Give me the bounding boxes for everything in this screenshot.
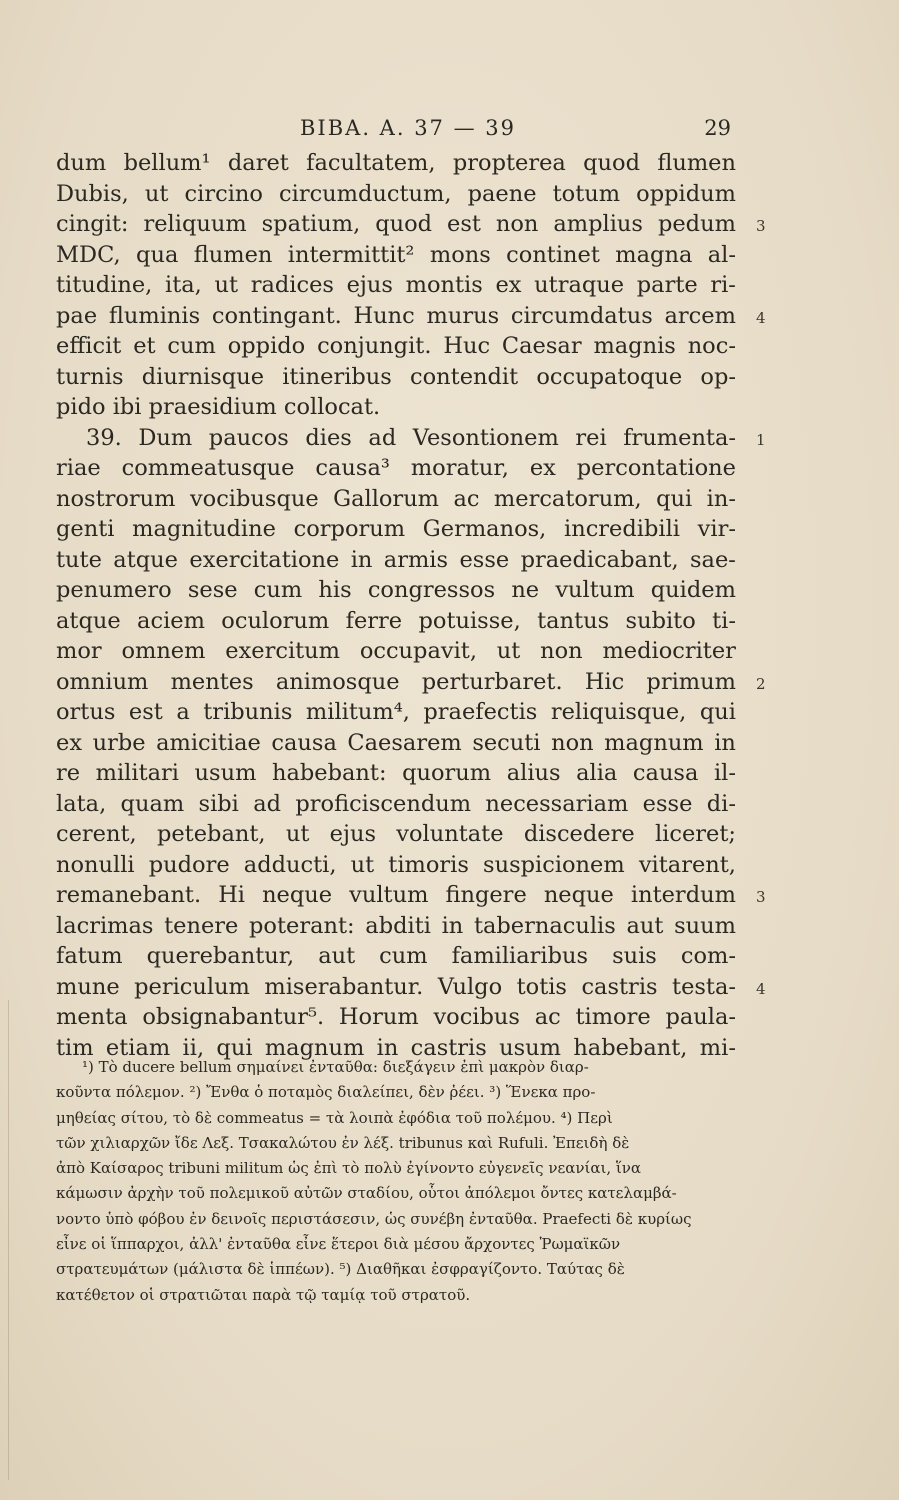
text-line (56, 392, 736, 423)
margin-section-number: 1 (756, 430, 766, 449)
footnote-line: κάμωσιν ἀρχὴν τοῦ πολεμικοῦ αὐτῶν σταδίου, οὗτοι ἀπόλεμοι ὄντες κατελαμβά- (56, 1184, 677, 1203)
text-line-content: lacrimas tenere poterant: abditi in tabernaculis aut suum (56, 912, 736, 939)
text-line (56, 514, 736, 545)
text-line-content: atque aciem oculorum ferre potuisse, tantus subito ti- (56, 607, 736, 634)
text-line (56, 453, 736, 484)
text-line-content: tim etiam ii, qui magnum in castris usum habebant, mi- (56, 1034, 736, 1061)
text-line (56, 911, 736, 942)
margin-section-number: 4 (756, 308, 766, 327)
text-line-content: cerent, petebant, ut ejus voluntate discedere liceret; (56, 821, 736, 847)
text-line (56, 728, 736, 759)
text-line (56, 850, 736, 881)
text-line-content: Dubis, ut circino circumductum, paene totum oppidum (56, 180, 736, 207)
footnote-line: κοῦντα πόλεμον. ²) Ἔνθα ὁ ποταμὸς διαλείπει, δὲν ῥέει. ³) Ἕνεκα προ- (56, 1083, 596, 1102)
text-line (56, 545, 736, 576)
text-line-content: 39. Dum paucos dies ad Vesontionem rei frumenta- (86, 424, 736, 451)
text-line-content: pae fluminis contingant. Hunc murus circumdatus arcem (56, 302, 736, 329)
text-line-content: lata, quam sibi ad proficiscendum necessariam esse di- (56, 790, 736, 817)
text-line-content: MDC, qua flumen intermittit² mons continet magna al- (56, 241, 736, 268)
footnote-line: μηθείας σίτου, τὸ δὲ commeatus = τὰ λοιπὰ ἐφόδια τοῦ πολέμου. ⁴) Περὶ (56, 1108, 613, 1127)
page-header (0, 112, 899, 142)
text-line-content: riae commeatusque causa³ moratur, ex percontatione (56, 455, 736, 481)
text-line (56, 270, 736, 301)
text-line (56, 423, 766, 454)
text-line (56, 240, 736, 271)
text-line-content: pido ibi praesidium collocat. (56, 394, 381, 420)
text-line (56, 484, 736, 515)
footnote-line: ἀπὸ Καίσαρος tribuni militum ὡς ἐπὶ τὸ πολὺ ἐγίνοντο εὐγενεῖς νεανίαι, ἵνα (56, 1159, 642, 1178)
text-line-content: penumero sese cum his congressos ne vultum quidem (56, 577, 736, 603)
text-line (56, 575, 736, 606)
text-line (56, 819, 736, 850)
footnote-line: ¹) Τὸ ducere bellum σημαίνει ἐνταῦθα: διεξάγειν ἐπὶ μακρὸν διαρ- (82, 1058, 589, 1076)
text-line (56, 1002, 736, 1033)
margin-section-number: 3 (756, 217, 766, 235)
margin-section-number: 4 (756, 979, 766, 998)
text-line (56, 667, 766, 698)
main-text (56, 148, 766, 1063)
text-line (56, 880, 766, 911)
text-line (56, 362, 736, 393)
page-edge-shadow (8, 1000, 9, 1480)
text-line-content: nostrorum vocibusque Gallorum ac mercatorum, qui in- (56, 485, 736, 512)
footnote-line: στρατευμάτων (μάλιστα δὲ ἱππέων). ⁵) Διαθῆκαι ἐσφραγίζοντο. Ταύτας δὲ (56, 1260, 625, 1279)
text-line-content: remanebant. Hi neque vultum fingere neque interdum (56, 882, 736, 908)
text-line-content: tute atque exercitatione in armis esse praedicabant, sae- (56, 546, 736, 573)
text-line (56, 636, 736, 667)
text-line (56, 789, 736, 820)
text-line (56, 331, 736, 362)
footnote-line: εἶνε οἱ ἵππαρχοι, ἀλλ' ἐνταῦθα εἶνε ἕτεροι διὰ μέσου ἄρχοντες Ῥωμαϊκῶν (56, 1235, 621, 1254)
text-line-content: efficit et cum oppido conjungit. Huc Caesar magnis noc- (56, 333, 736, 359)
text-line-content: mor omnem exercitum occupavit, ut non mediocriter (56, 638, 736, 664)
text-line (56, 758, 736, 789)
text-line (56, 972, 766, 1003)
footnote-line: τῶν χιλιαρχῶν ἴδε Λεξ. Τσακαλώτου ἐν λέξ. tribunus καὶ Rufuli. Ἐπειδὴ δὲ (56, 1133, 630, 1152)
text-line-content: titudine, ita, ut radices ejus montis ex utraque parte ri- (56, 272, 736, 298)
text-line (56, 209, 766, 240)
text-line-content: cingit: reliquum spatium, quod est non amplius pedum (56, 211, 736, 237)
text-line-content: ortus est a tribunis militum⁴, praefectis reliquisque, qui (56, 699, 736, 725)
text-line-content: dum bellum¹ daret facultatem, propterea quod flumen (56, 150, 736, 176)
text-line-content: genti magnitudine corporum Germanos, incredibili vir- (56, 516, 736, 542)
text-line-content: ex urbe amicitiae causa Caesarem secuti non magnum in (56, 729, 736, 756)
margin-section-number: 2 (756, 674, 766, 693)
footnote-line: νοντο ὑπὸ φόβου ἐν δεινοῖς περιστάσεσιν, ὡς συνέβη ἐνταῦθα. Praefecti δὲ κυρίως (56, 1209, 692, 1228)
margin-section-number: 3 (756, 888, 766, 906)
text-line (56, 606, 736, 637)
text-line-content: re militari usum habebant: quorum alius alia causa il- (56, 760, 736, 786)
footnotes (56, 1055, 762, 1308)
text-line-content: omnium mentes animosque perturbaret. Hic primum (56, 668, 736, 695)
running-title: BIBA. A. 37 — 39 (300, 116, 516, 140)
text-line-content: menta obsignabantur⁵. Horum vocibus ac timore paula- (56, 1004, 736, 1030)
text-line (56, 301, 766, 332)
text-line (56, 179, 736, 210)
page-number: 29 (704, 116, 731, 140)
text-line-content: mune periculum miserabantur. Vulgo totis castris testa- (56, 973, 736, 1000)
text-line (56, 941, 736, 972)
text-line (56, 697, 736, 728)
text-line-content: nonulli pudore adducti, ut timoris suspicionem vitarent, (56, 851, 736, 878)
text-line-content: turnis diurnisque itineribus contendit occupatoque op- (56, 363, 736, 390)
text-line (56, 148, 736, 179)
footnote-line: κατέθετον οἱ στρατιῶται παρὰ τῷ ταμίᾳ τοῦ στρατοῦ. (56, 1285, 471, 1304)
text-line-content: fatum querebantur, aut cum familiaribus suis com- (56, 943, 736, 969)
